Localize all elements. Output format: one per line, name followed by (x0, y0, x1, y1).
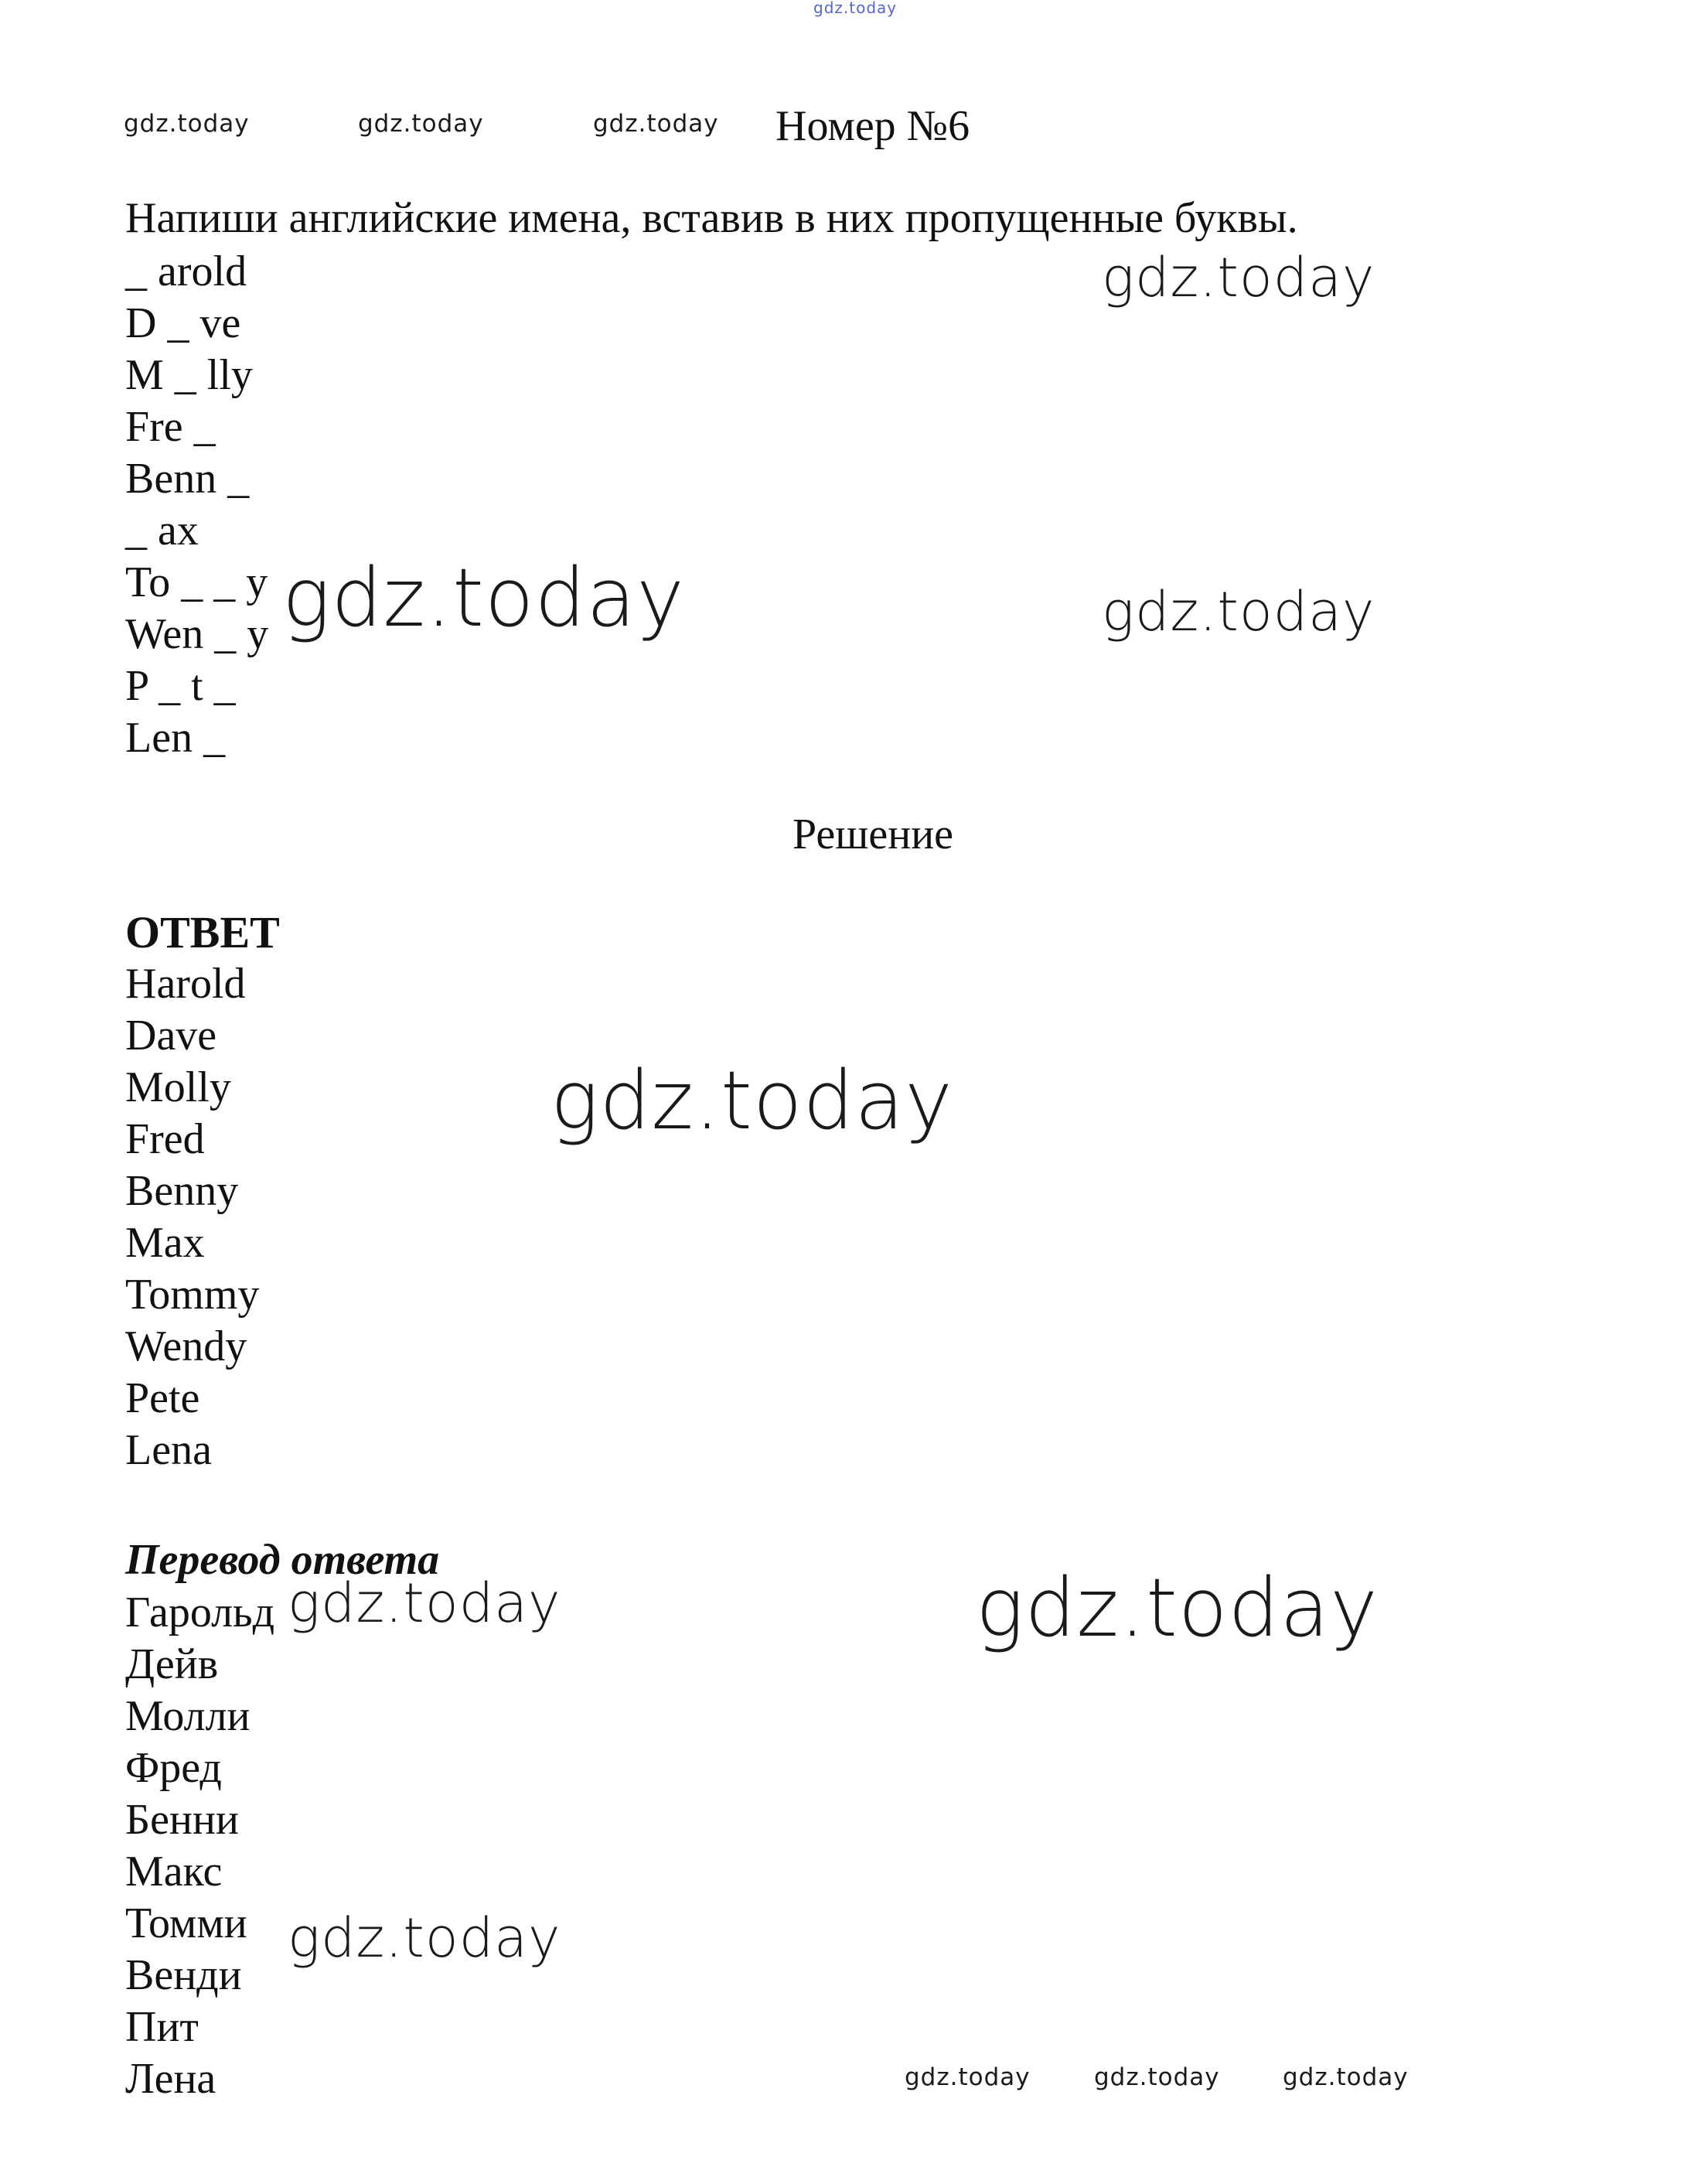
translation-item: Молли (125, 1692, 251, 1740)
exercise-item: D _ ve (125, 299, 241, 347)
exercise-item: _ arold (125, 247, 247, 295)
task-text: Напиши английские имена, вставив в них пропущенные буквы. (125, 194, 1298, 242)
watermark-header-1: gdz.today (124, 110, 250, 138)
answer-item: Pete (125, 1374, 200, 1422)
answer-item: Wendy (125, 1322, 247, 1370)
answer-heading: ОТВЕТ (125, 907, 280, 957)
answer-list (125, 958, 259, 1476)
answer-item: Harold (125, 960, 246, 1008)
translation-item: Пит (125, 2003, 199, 2051)
translation-item: Венди (125, 1951, 242, 1999)
watermark-top-tiny: gdz.today (813, 0, 898, 17)
translation-item: Дейв (125, 1640, 219, 1688)
watermark-large-3: gdz.today (976, 1561, 1379, 1655)
exercise-item: Len _ (125, 714, 226, 762)
translation-item: Фред (125, 1744, 222, 1792)
answer-item: Benny (125, 1167, 239, 1215)
watermark-header-3: gdz.today (593, 110, 719, 138)
answer-item: Tommy (125, 1271, 260, 1319)
watermark-right-1: gdz.today (1102, 246, 1375, 309)
answer-item: Molly (125, 1063, 231, 1111)
watermark-large-1: gdz.today (282, 551, 685, 645)
watermark-footer-3: gdz.today (1283, 2063, 1409, 2091)
answer-item: Fred (125, 1115, 205, 1163)
exercise-item: Benn _ (125, 455, 250, 503)
translation-item: Томми (125, 1899, 247, 1947)
watermark-mid-1: gdz.today (288, 1571, 561, 1635)
exercise-list (125, 246, 268, 764)
exercise-item: P _ t _ (125, 662, 236, 710)
watermark-footer-2: gdz.today (1094, 2063, 1220, 2091)
translation-heading: Перевод ответа (125, 1536, 440, 1584)
translation-item: Бенни (125, 1796, 239, 1844)
translation-item: Гарольд (125, 1589, 275, 1636)
exercise-item: _ ax (125, 507, 199, 555)
translation-list (125, 1587, 274, 2105)
answer-item: Max (125, 1219, 205, 1267)
answer-item: Lena (125, 1426, 212, 1474)
exercise-item: M _ lly (125, 351, 253, 399)
page-title: Номер №6 (775, 102, 970, 150)
exercise-item: To _ _ y (125, 558, 268, 606)
solution-heading: Решение (792, 810, 954, 858)
watermark-mid-2: gdz.today (288, 1906, 561, 1970)
translation-item: Макс (125, 1848, 223, 1896)
watermark-right-2: gdz.today (1102, 580, 1375, 643)
answer-item: Dave (125, 1012, 217, 1060)
exercise-item: Wen _ y (125, 610, 269, 658)
watermark-header-2: gdz.today (358, 110, 484, 138)
exercise-item: Fre _ (125, 403, 216, 451)
watermark-large-2: gdz.today (550, 1053, 953, 1148)
translation-item: Лена (125, 2055, 216, 2103)
watermark-footer-1: gdz.today (905, 2063, 1031, 2091)
